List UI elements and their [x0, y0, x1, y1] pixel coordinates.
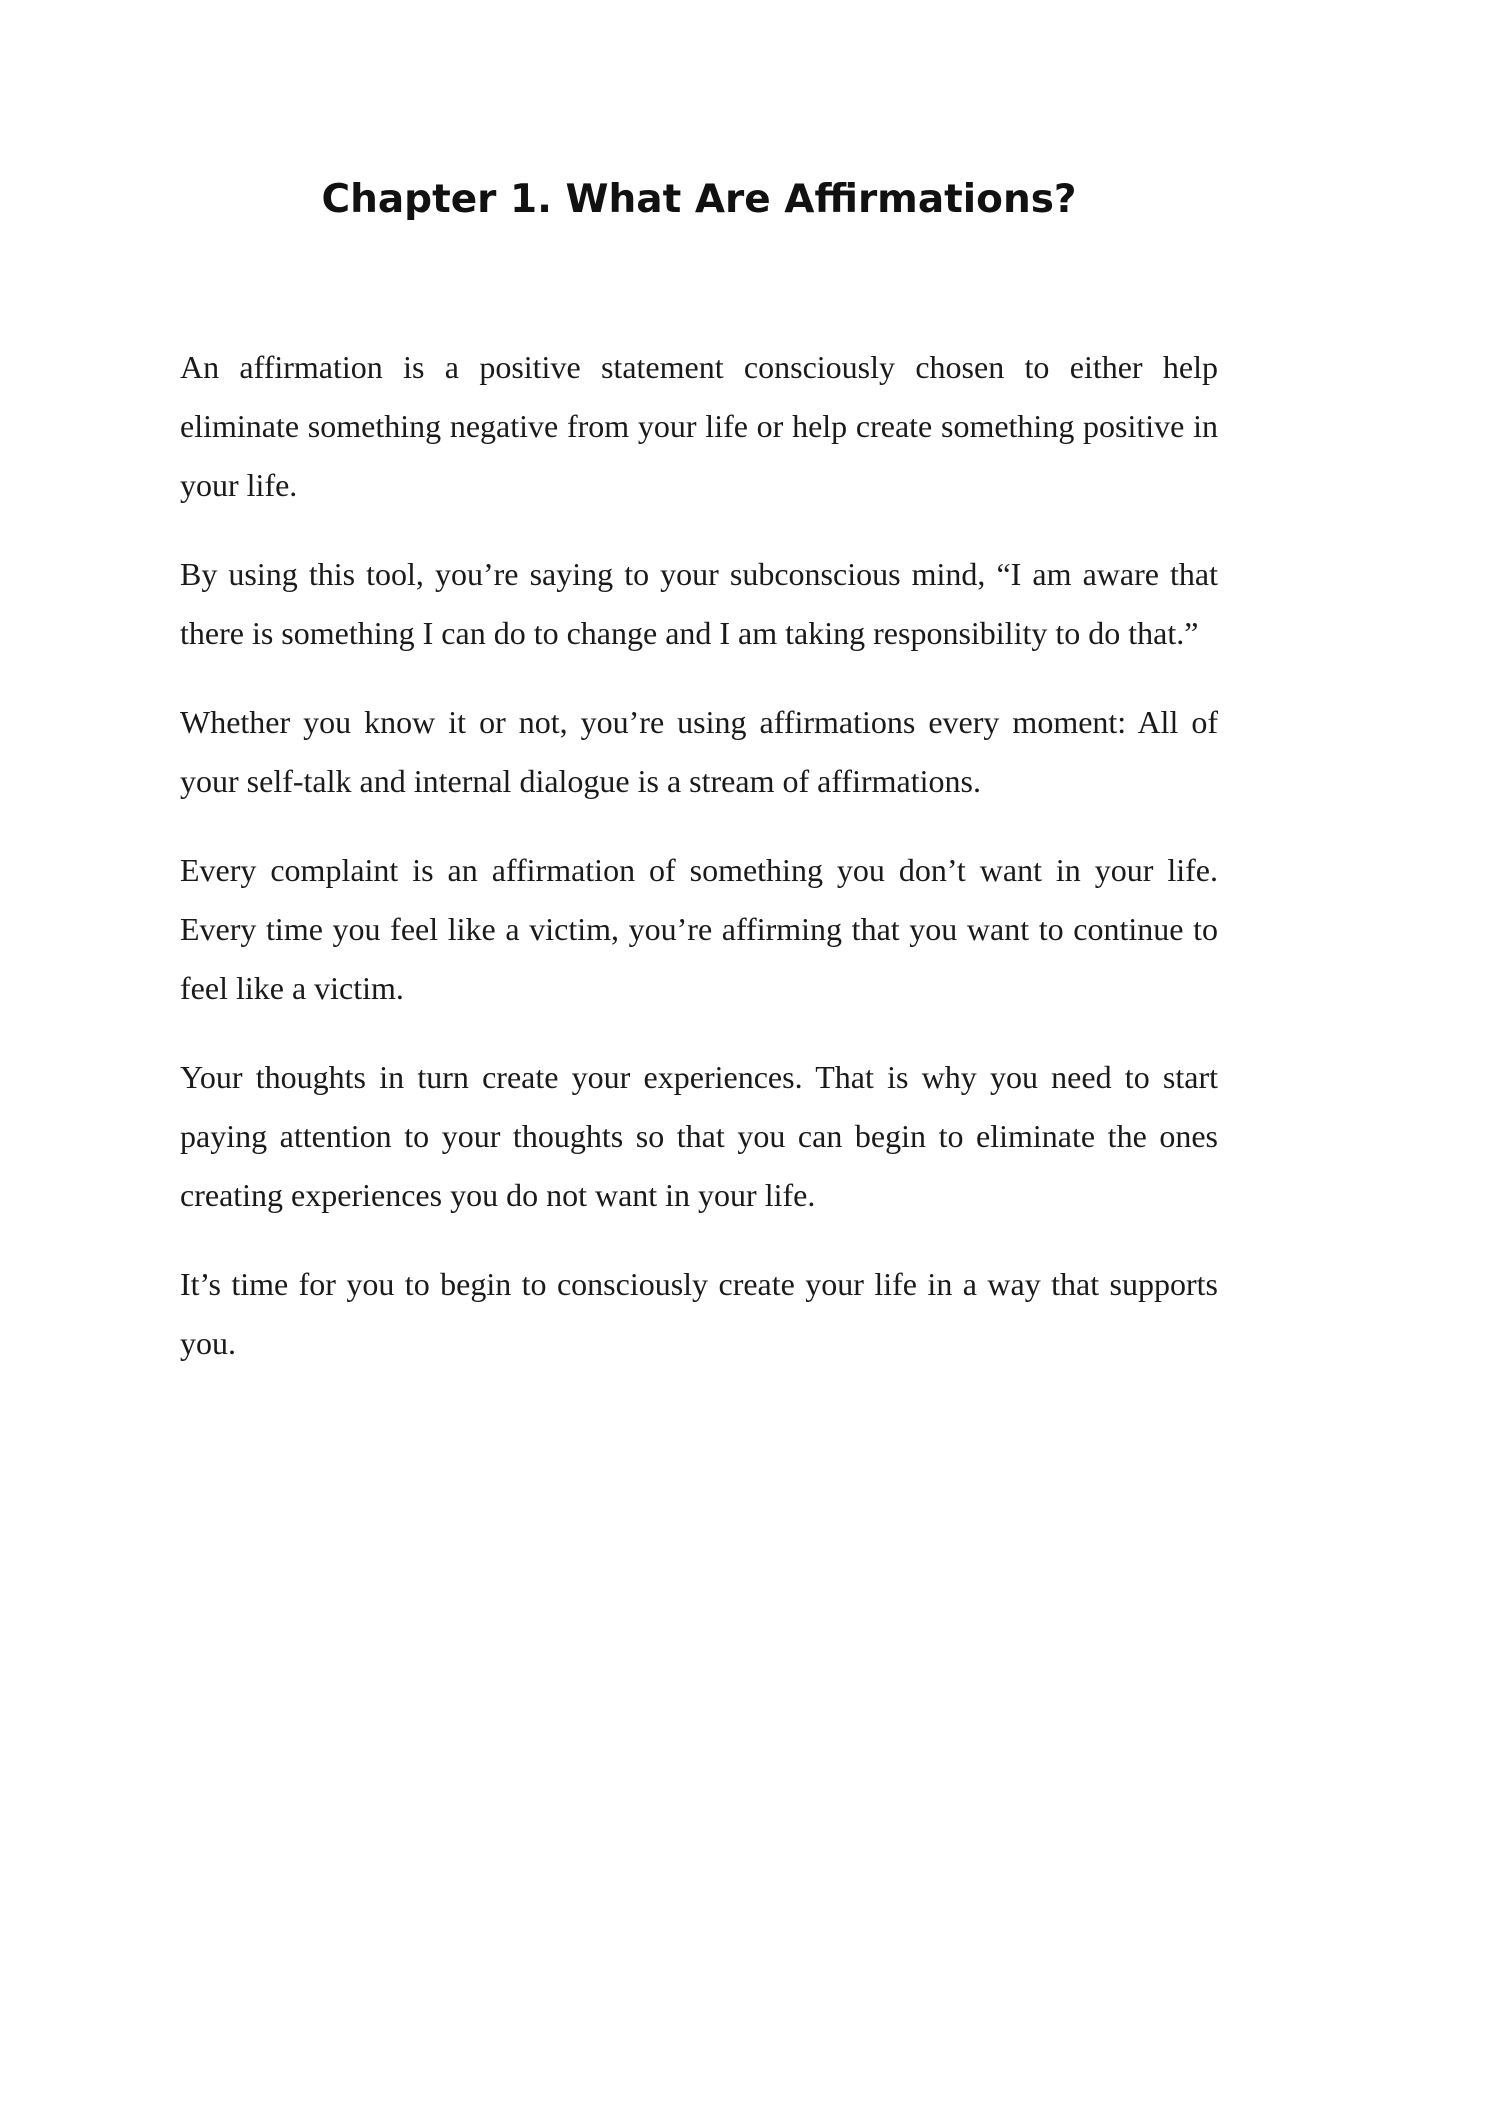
paragraph-3: Whether you know it or not, you’re using affirmations every moment: All of your self-talk and internal dialogue is a stream of affirmations. — [180, 704, 1218, 799]
chapter-title: Chapter 1. What Are Affirmations? — [321, 177, 1077, 222]
paragraph-1: An affirmation is a positive statement consciously chosen to either help eliminate something negative from your life or help create something positive in your life. — [180, 349, 1218, 503]
paragraph-5: Your thoughts in turn create your experiences. That is why you need to start paying attention to your thoughts so that you can begin to eliminate the ones creating experiences you do not want in your life. — [180, 1059, 1218, 1213]
paragraph-6: It’s time for you to begin to consciously create your life in a way that supports you. — [180, 1266, 1218, 1361]
chapter-body — [180, 338, 1218, 1403]
paragraph-2: By using this tool, you’re saying to your subconscious mind, “I am aware that there is something I can do to change and I am taking responsibility to do that.” — [180, 556, 1218, 651]
paragraph-4: Every complaint is an affirmation of something you don’t want in your life. Every time you feel like a victim, you’re affirming that you want to continue to feel like a victim. — [180, 852, 1218, 1006]
